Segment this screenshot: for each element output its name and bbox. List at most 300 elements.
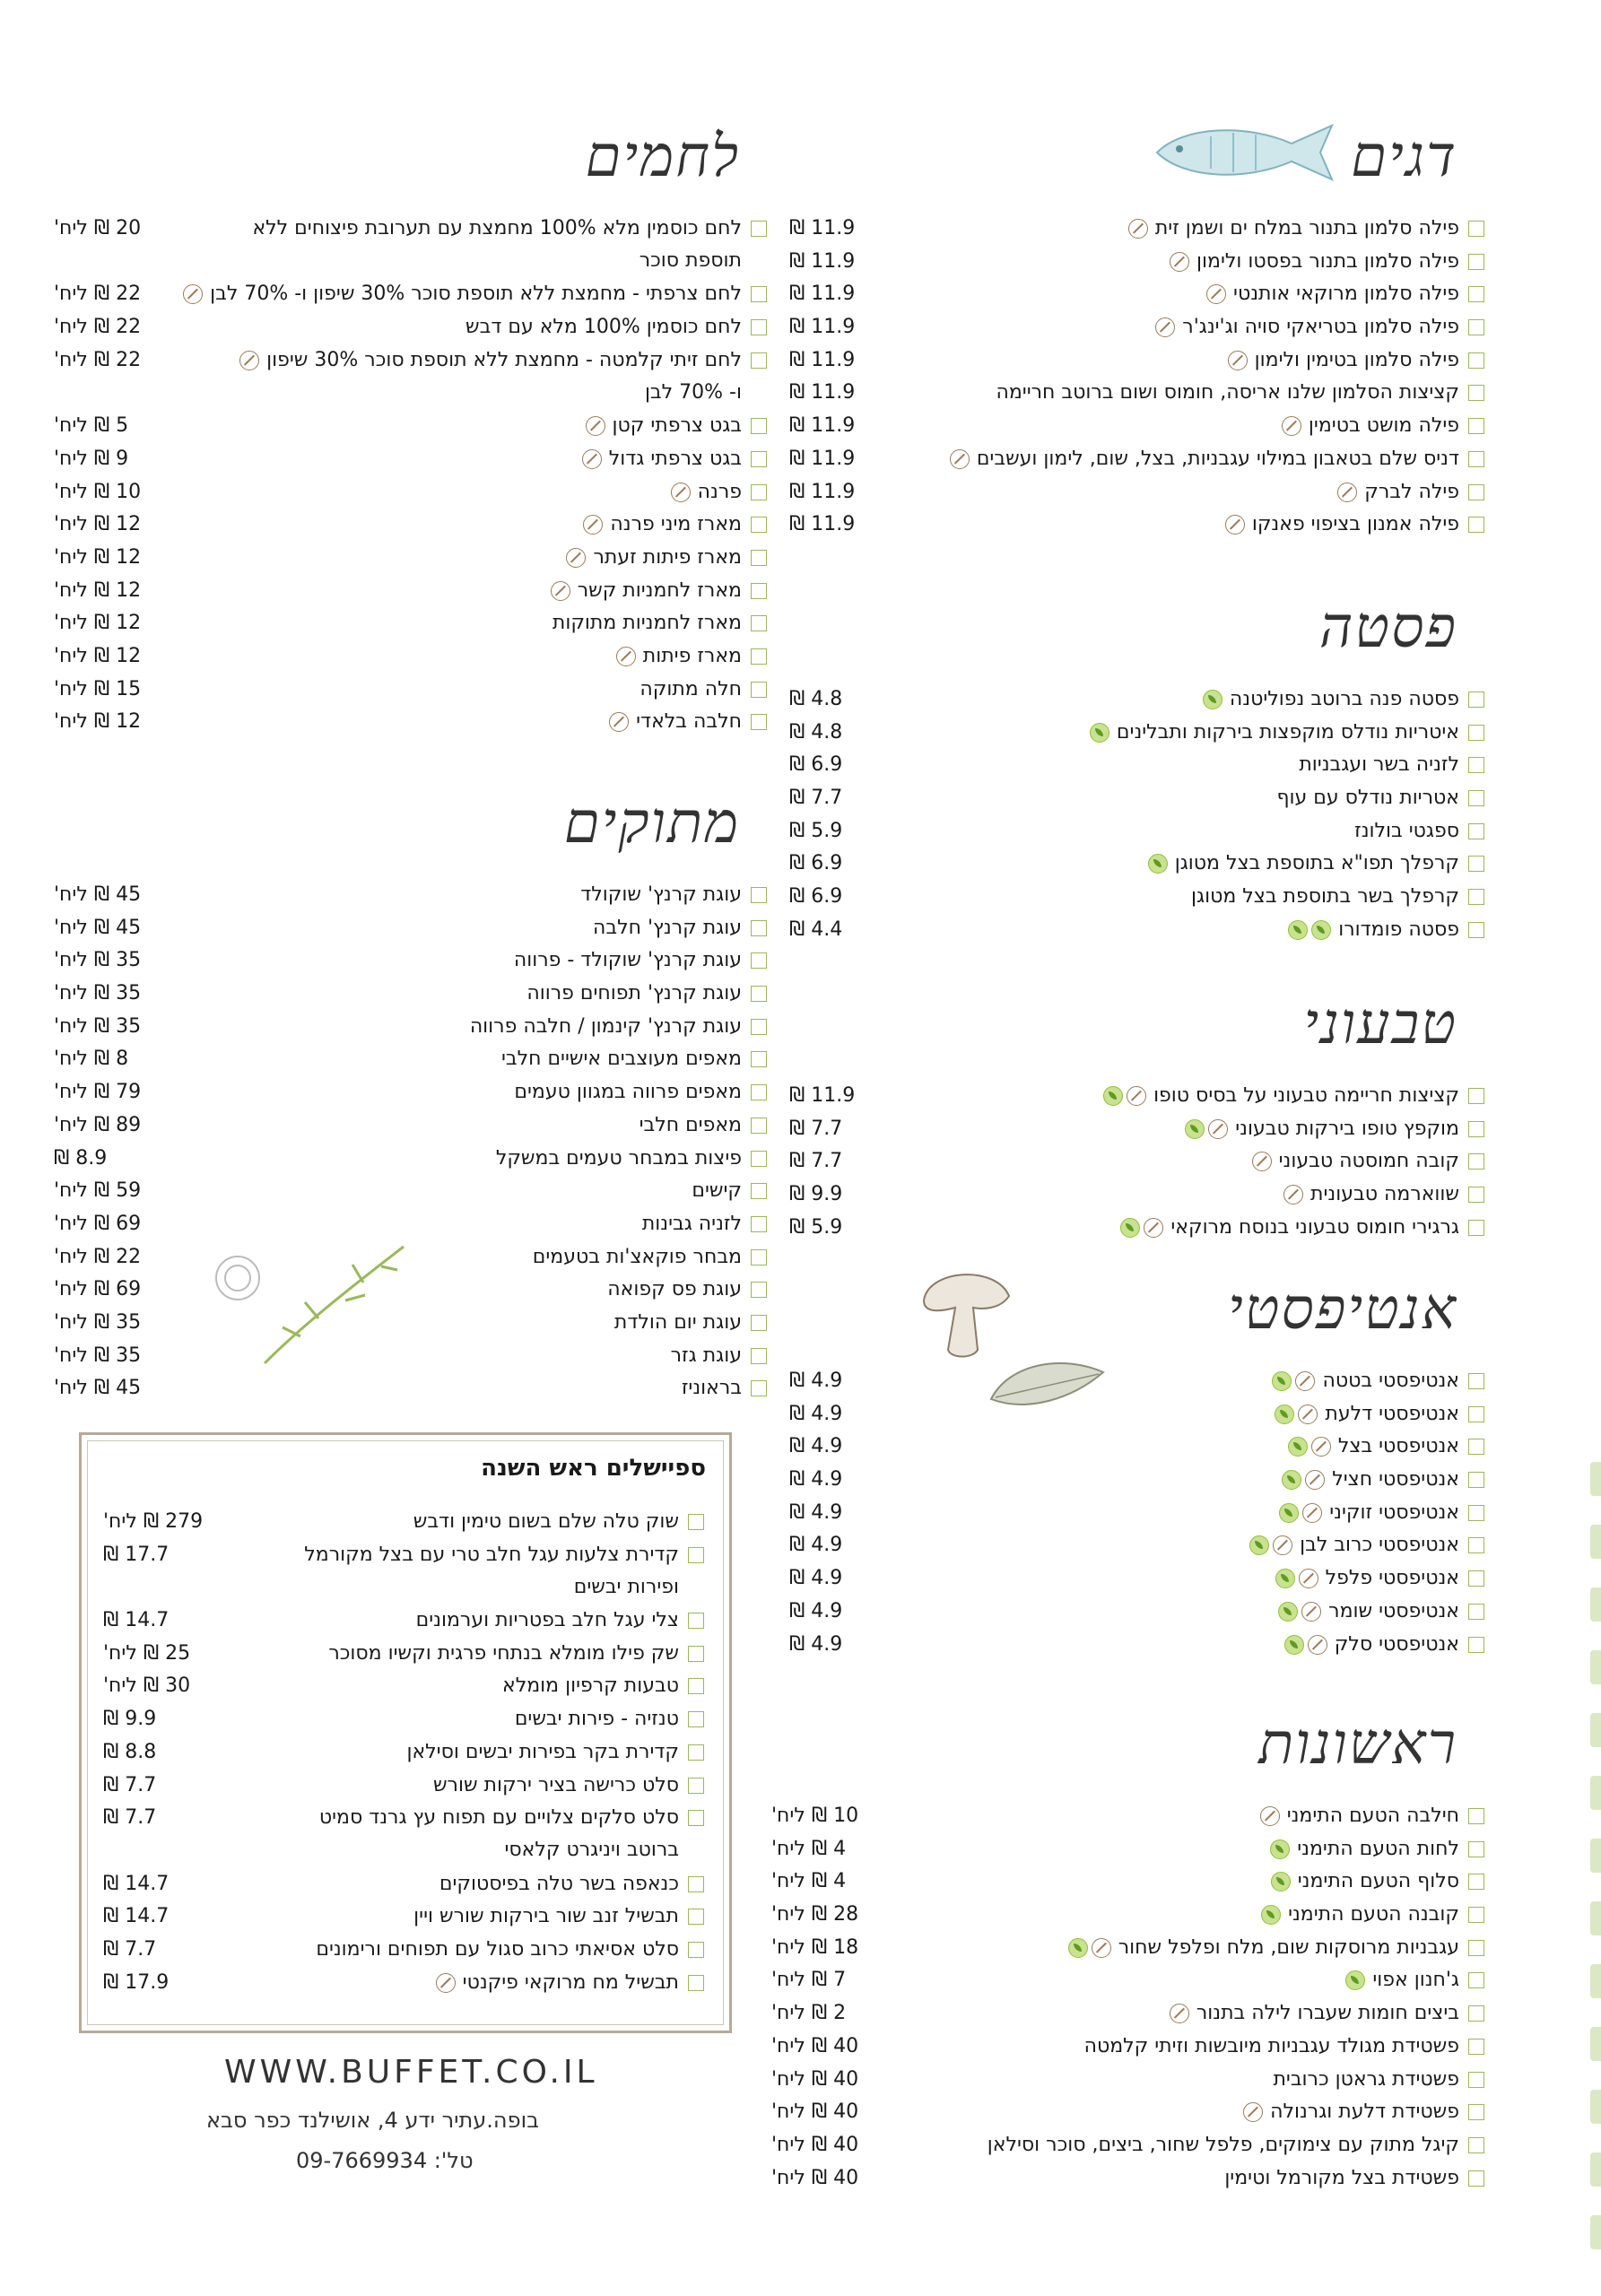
- menu-item-price: 4 ₪ ליח': [771, 1870, 847, 1893]
- vegan-icon: [1148, 854, 1168, 874]
- menu-item-name: פילה סלמון בטימין ולימון: [1228, 347, 1459, 374]
- menu-item-price: 40 ₪ ליח': [771, 2067, 859, 2091]
- menu-item-name: אנטיפסטי בטטה: [1272, 1368, 1459, 1395]
- item-checkbox[interactable]: [1468, 1972, 1484, 1988]
- menu-item-name: עוגת יום הולדת: [613, 1310, 742, 1334]
- footer-url[interactable]: WWW.BUFFET.CO.IL: [224, 2054, 598, 2091]
- item-checkbox[interactable]: [1468, 484, 1484, 500]
- item-checkbox[interactable]: [688, 1646, 704, 1662]
- menu-item-price: 8 ₪ ליח': [54, 1048, 129, 1071]
- menu-item: [157, 511, 767, 544]
- menu-item-name: אנטיפסטי דלעת: [1275, 1401, 1459, 1428]
- menu-item-name-cont: ופירות יבשים: [573, 1575, 679, 1598]
- menu-item-name: קרפלך בשר בתוספת בצל מטוגן: [1191, 885, 1459, 909]
- item-checkbox[interactable]: [1468, 2039, 1484, 2055]
- item-checkbox[interactable]: [688, 1514, 704, 1530]
- menu-item-name: שק פילו מומלא בנתחי פרגית וקשיו מסוכר: [328, 1641, 679, 1665]
- item-checkbox[interactable]: [1468, 1637, 1484, 1653]
- item-checkbox[interactable]: [751, 451, 767, 467]
- menu-item-price: 4.9 ₪: [789, 1402, 843, 1425]
- menu-item-price: 40 ₪ ליח': [771, 2133, 859, 2156]
- section-title-vegan: טבעוני: [1303, 991, 1457, 1057]
- menu-item-price: 7.7 ₪: [789, 1150, 843, 1173]
- menu-item-name: מאפים מעוצבים אישיים חלבי: [500, 1048, 742, 1071]
- menu-item: [874, 1148, 1484, 1181]
- gluten-free-icon: [436, 1973, 456, 1993]
- menu-item: [202, 1607, 704, 1640]
- item-checkbox[interactable]: [1468, 1604, 1484, 1620]
- item-checkbox[interactable]: [751, 319, 767, 335]
- item-checkbox[interactable]: [1468, 286, 1484, 302]
- menu-item: [157, 413, 767, 446]
- item-checkbox[interactable]: [751, 550, 767, 566]
- menu-item-name: פילה סלמון בטריאקי סויה וג'ינג'ר: [1155, 314, 1459, 341]
- vegan-icon: [1275, 1569, 1295, 1588]
- price-column-vegan: [789, 1083, 866, 1247]
- menu-item-price: 11.9 ₪: [789, 381, 856, 404]
- menu-item: [874, 248, 1484, 282]
- menu-item-price: 40 ₪ ליח': [771, 2034, 859, 2057]
- menu-item-price: 4.9 ₪: [789, 1534, 843, 1557]
- menu-item-name: פשטידת דלעת וגרנולה: [1243, 2099, 1459, 2126]
- menu-item: [874, 413, 1484, 446]
- menu-item-price: 25 ₪ ליח': [103, 1641, 191, 1665]
- menu-item: [874, 1116, 1484, 1149]
- item-checkbox[interactable]: [1468, 922, 1484, 938]
- menu-item: [157, 643, 767, 676]
- gluten-free-icon: [1305, 1470, 1325, 1490]
- menu-item: [157, 281, 767, 314]
- section-title-breads: לחמים: [585, 124, 740, 190]
- menu-item-price: 11.9 ₪: [789, 348, 856, 371]
- gluten-free-icon: [609, 712, 629, 732]
- gluten-free-icon: [1337, 483, 1357, 502]
- menu-item-name: אנטיפסטי זוקיני: [1279, 1500, 1459, 1526]
- menu-item-price: 4.9 ₪: [789, 1435, 843, 1458]
- menu-item-name: קדירת צלעות עגל חלב טרי עם בצל מקורמל ופירות יבשים: [304, 1542, 679, 1601]
- menu-item-price: 4.9 ₪: [789, 1599, 843, 1622]
- menu-item: [874, 215, 1484, 248]
- item-checkbox[interactable]: [1468, 1220, 1484, 1236]
- vegan-icon: [1270, 1839, 1290, 1859]
- item-checkbox[interactable]: [751, 221, 767, 237]
- item-checkbox[interactable]: [751, 1348, 767, 1364]
- menu-item-name: מארז מיני פרנה: [583, 511, 742, 538]
- menu-item: [874, 314, 1484, 347]
- item-checkbox[interactable]: [1468, 1439, 1484, 1455]
- menu-item-price: 15 ₪ ליח': [54, 677, 142, 700]
- menu-item-price: 4.8 ₪: [789, 720, 843, 744]
- item-checkbox[interactable]: [751, 648, 767, 665]
- menu-item-name: לחות הטעם התימני: [1270, 1836, 1459, 1863]
- menu-item-name: לחם כוסמין מלא 100% מחמצת עם תערובת פיצוחים ללא תוספת סוכר: [252, 215, 742, 274]
- edge-mark: [1590, 1650, 1601, 1684]
- menu-item-name: פילה לברק: [1337, 479, 1459, 506]
- vegan-icon: [1282, 1470, 1301, 1490]
- item-checkbox[interactable]: [1468, 1940, 1484, 1956]
- menu-item: [785, 2132, 1484, 2165]
- item-checkbox[interactable]: [1468, 1808, 1484, 1824]
- item-checkbox[interactable]: [751, 352, 767, 369]
- menu-item-price: 22 ₪ ליח': [54, 1245, 142, 1268]
- item-checkbox[interactable]: [688, 1547, 704, 1563]
- item-checkbox[interactable]: [751, 1118, 767, 1134]
- price-column-fish: [789, 215, 866, 544]
- item-checkbox[interactable]: [751, 1151, 767, 1167]
- item-checkbox[interactable]: [1468, 451, 1484, 467]
- item-checkbox[interactable]: [751, 1282, 767, 1298]
- vegan-icon: [1311, 920, 1331, 940]
- item-checkbox[interactable]: [751, 583, 767, 599]
- edge-mark: [1590, 1964, 1601, 1998]
- menu-item-price: 35 ₪ ליח': [54, 1344, 142, 1367]
- menu-item-price: 40 ₪ ליח': [771, 2166, 859, 2189]
- menu-item-name: ג'חנון אפוי: [1345, 1967, 1459, 1994]
- item-checkbox[interactable]: [1468, 1907, 1484, 1923]
- vegan-icon: [1345, 1970, 1365, 1990]
- menu-item: [157, 1276, 767, 1309]
- item-checkbox[interactable]: [1468, 385, 1484, 401]
- gluten-free-icon: [1144, 1218, 1163, 1238]
- item-checkbox[interactable]: [751, 920, 767, 936]
- menu-item-price: 59 ₪ ליח': [54, 1179, 142, 1203]
- menu-item: [157, 314, 767, 347]
- menu-item: [157, 1309, 767, 1343]
- item-checkbox[interactable]: [1468, 418, 1484, 434]
- item-checkbox[interactable]: [751, 1084, 767, 1100]
- menu-item: [157, 610, 767, 643]
- menu-item-name: מאפים פרווה במגוון טעמים: [514, 1081, 742, 1104]
- item-checkbox[interactable]: [1468, 254, 1484, 270]
- item-checkbox[interactable]: [751, 517, 767, 533]
- menu-item: [785, 1803, 1484, 1836]
- item-checkbox[interactable]: [688, 1744, 704, 1761]
- item-checkbox[interactable]: [1468, 823, 1484, 839]
- item-checkbox[interactable]: [1468, 2072, 1484, 2088]
- menu-item-price: 14.7 ₪: [103, 1905, 170, 1928]
- vegan-icon: [1271, 1872, 1291, 1892]
- item-checkbox[interactable]: [751, 1019, 767, 1035]
- menu-item: [874, 281, 1484, 314]
- item-checkbox[interactable]: [1468, 1841, 1484, 1857]
- menu-item: [785, 2165, 1484, 2198]
- menu-item: [874, 883, 1484, 917]
- item-checkbox[interactable]: [688, 1942, 704, 1958]
- menu-item-name: שוק טלה שלם בשום טימין ודבש: [413, 1510, 679, 1533]
- vegan-icon: [1249, 1535, 1269, 1555]
- item-checkbox[interactable]: [688, 1975, 704, 1991]
- item-checkbox[interactable]: [1468, 1537, 1484, 1553]
- menu-item-name: פילה סלמון מרוקאי אותנטי: [1206, 281, 1459, 308]
- menu-item: [157, 1343, 767, 1376]
- menu-item: [202, 1640, 704, 1674]
- menu-item-price: 12 ₪ ליח': [54, 612, 142, 635]
- menu-item-price: 6.9 ₪: [789, 753, 843, 777]
- menu-item-name: קציצות הסלמון שלנו אריסה, חומוס ושום ברוטב חריימה: [996, 381, 1459, 404]
- gluten-free-icon: [1308, 1635, 1327, 1655]
- item-checkbox[interactable]: [688, 1613, 704, 1629]
- menu-item-price: 7 ₪ ליח': [771, 1969, 847, 1992]
- menu-item: [157, 882, 767, 915]
- menu-item-price: 7.7 ₪: [103, 1773, 157, 1796]
- menu-item-name: לחם זיתי קלמטה - מחמצת ללא תוספת סוכר 30% שיפון ו- 70% לבן: [239, 347, 742, 406]
- menu-item: [785, 2099, 1484, 2132]
- menu-item-price: 11.9 ₪: [789, 316, 856, 339]
- menu-item: [157, 1112, 767, 1145]
- item-checkbox[interactable]: [1468, 1088, 1484, 1104]
- vegan-icon: [1103, 1086, 1123, 1106]
- edge-mark: [1590, 2215, 1601, 2249]
- item-checkbox[interactable]: [751, 1249, 767, 1265]
- gluten-free-icon: [1283, 1185, 1303, 1205]
- menu-item-price: 4.9 ₪: [789, 1468, 843, 1492]
- gluten-free-icon: [582, 449, 602, 469]
- menu-item: [202, 1772, 704, 1805]
- menu-item: [874, 1083, 1484, 1116]
- menu-item: [874, 785, 1484, 818]
- menu-item-name: אנטיפסטי חציל: [1282, 1466, 1459, 1493]
- menu-item: [785, 1868, 1484, 1901]
- menu-item-name: בגט צרפתי גדול: [582, 446, 742, 473]
- menu-item-price: 11.9 ₪: [789, 283, 856, 306]
- vegan-icon: [1261, 1905, 1281, 1925]
- menu-item-name: לזניה גבינות: [641, 1212, 742, 1235]
- item-checkbox[interactable]: [1468, 1874, 1484, 1890]
- price-column-pasta: [789, 686, 866, 950]
- menu-item-price: 7.7 ₪: [789, 1117, 843, 1140]
- gluten-free-icon: [1092, 1938, 1111, 1958]
- menu-item: [157, 1046, 767, 1079]
- menu-item: [157, 1013, 767, 1047]
- edge-mark: [1590, 2152, 1601, 2187]
- gluten-free-icon: [1299, 1569, 1318, 1588]
- item-checkbox[interactable]: [1468, 889, 1484, 905]
- item-checkbox[interactable]: [1468, 2005, 1484, 2022]
- menu-item-price: 45 ₪ ליח': [54, 1377, 142, 1400]
- menu-item-name: כנאפה בשר טלה בפיסטוקים: [439, 1872, 679, 1895]
- item-checkbox[interactable]: [1468, 1373, 1484, 1389]
- section-title-starters: ראשונות: [1258, 1711, 1457, 1778]
- menu-item-price: 7.7 ₪: [103, 1937, 157, 1961]
- menu-item: [202, 1739, 704, 1772]
- item-checkbox[interactable]: [751, 986, 767, 1002]
- gluten-free-icon: [183, 284, 203, 304]
- menu-item: [157, 578, 767, 611]
- gluten-free-icon: [239, 351, 259, 370]
- item-checkbox[interactable]: [1468, 319, 1484, 335]
- item-checkbox[interactable]: [1468, 1187, 1484, 1203]
- menu-item-price: 69 ₪ ליח': [54, 1278, 142, 1301]
- menu-item-price: 8.8 ₪: [103, 1740, 157, 1763]
- menu-item-name: אטריות נודלס עם עוף: [1276, 787, 1459, 810]
- menu-item-price: 35 ₪ ליח': [54, 1310, 142, 1334]
- menu-item-name-cont: ברוטב ויניגרט קלאסי: [504, 1839, 679, 1862]
- item-checkbox[interactable]: [688, 1909, 704, 1925]
- gluten-free-icon: [1282, 416, 1301, 436]
- gluten-free-icon: [1260, 1806, 1280, 1826]
- menu-item: [202, 1936, 704, 1970]
- menu-item: [874, 347, 1484, 380]
- item-checkbox[interactable]: [1468, 517, 1484, 533]
- item-checkbox[interactable]: [751, 714, 767, 730]
- edge-mark: [1590, 1713, 1601, 1747]
- menu-item: [785, 1935, 1484, 1968]
- menu-item-name: פילה מושט בטימין: [1282, 413, 1459, 439]
- item-checkbox[interactable]: [751, 887, 767, 903]
- vegan-icon: [1185, 1119, 1205, 1139]
- item-checkbox[interactable]: [751, 1216, 767, 1232]
- item-checkbox[interactable]: [688, 1778, 704, 1794]
- menu-item: [157, 479, 767, 512]
- item-checkbox[interactable]: [751, 418, 767, 434]
- menu-item-name: קובנה הטעם התימני: [1261, 1901, 1459, 1928]
- menu-item-price: 8.9 ₪: [54, 1146, 108, 1170]
- menu-item: [157, 544, 767, 578]
- menu-item-name: גרגירי חומוס טבעוני בנוסח מרוקאי: [1120, 1214, 1459, 1241]
- menu-item-price: 7.7 ₪: [103, 1806, 157, 1830]
- menu-item: [202, 1706, 704, 1739]
- menu-item-price: 11.9 ₪: [789, 1084, 856, 1107]
- section-title-fish: דגים: [1351, 124, 1457, 190]
- menu-item-name: מארז פיתות: [616, 643, 742, 670]
- item-checkbox[interactable]: [751, 682, 767, 698]
- item-checkbox[interactable]: [1468, 725, 1484, 741]
- item-checkbox[interactable]: [688, 1876, 704, 1892]
- menu-item-name: טבעות קרפיון מומלא: [502, 1674, 679, 1698]
- menu-item-price: 22 ₪ ליח': [54, 316, 142, 339]
- menu-item-name: סלט אסיאתי כרוב סגול עם תפוחים ורימונים: [316, 1937, 679, 1961]
- item-checkbox[interactable]: [751, 484, 767, 500]
- menu-item: [785, 2066, 1484, 2100]
- item-checkbox[interactable]: [751, 1183, 767, 1199]
- menu-item-price: 30 ₪ ליח': [103, 1674, 191, 1698]
- item-checkbox[interactable]: [1468, 757, 1484, 773]
- vegan-icon: [1288, 1437, 1308, 1457]
- menu-item-price: 9 ₪ ליח': [54, 447, 129, 470]
- gluten-free-icon: [1128, 219, 1148, 239]
- menu-item: [202, 1805, 704, 1870]
- item-checkbox[interactable]: [1468, 790, 1484, 806]
- item-checkbox[interactable]: [1468, 1121, 1484, 1137]
- item-checkbox[interactable]: [688, 1810, 704, 1826]
- item-checkbox[interactable]: [751, 1380, 767, 1396]
- item-checkbox[interactable]: [1468, 2104, 1484, 2120]
- menu-item: [157, 1145, 767, 1178]
- item-checkbox[interactable]: [751, 1315, 767, 1331]
- gluten-free-icon: [1302, 1503, 1322, 1523]
- menu-item: [874, 1214, 1484, 1248]
- item-checkbox[interactable]: [1468, 1472, 1484, 1488]
- menu-item: [874, 917, 1484, 950]
- menu-item: [874, 850, 1484, 883]
- gluten-free-icon: [1243, 2102, 1263, 2122]
- menu-item-price: 45 ₪ ליח': [54, 883, 142, 906]
- menu-item: [157, 1375, 767, 1408]
- menu-item: [157, 947, 767, 980]
- gluten-free-icon: [1273, 1535, 1292, 1555]
- menu-item-name: לחם כוסמין 100% מלא עם דבש: [466, 316, 742, 339]
- menu-item-name: קובה חמוסטה טבעוני: [1252, 1148, 1459, 1175]
- menu-item-name: אנטיפסטי פלפל: [1275, 1565, 1459, 1592]
- item-checkbox[interactable]: [688, 1711, 704, 1727]
- menu-item-name: אנטיפסטי כרוב לבן: [1249, 1532, 1459, 1559]
- menu-item-name: מבחר פוקאצ'ות בטעמים: [532, 1245, 742, 1268]
- gluten-free-icon: [616, 647, 636, 666]
- menu-item-name: קדירת בקר בפירות יבשים וסילאן: [406, 1740, 679, 1763]
- menu-item-price: 40 ₪ ליח': [771, 2100, 859, 2124]
- menu-item-name: פיצות במבחר טעמים במשקל: [495, 1146, 742, 1170]
- vegan-icon: [1284, 1635, 1304, 1655]
- item-checkbox[interactable]: [1468, 2170, 1484, 2187]
- gluten-free-icon: [1295, 1371, 1315, 1391]
- menu-item-name: פשטידת מגולד עגבניות מיובשות וזיתי קלמטה: [1083, 2034, 1459, 2057]
- item-checkbox[interactable]: [751, 1051, 767, 1067]
- menu-item-price: 4.4 ₪: [789, 918, 843, 941]
- item-checkbox[interactable]: [1468, 1570, 1484, 1587]
- item-checkbox[interactable]: [688, 1678, 704, 1694]
- menu-item-price: 6.9 ₪: [789, 885, 843, 909]
- menu-item-price: 4 ₪ ליח': [771, 1837, 847, 1860]
- menu-item-name: פילה סלמון בתנור בפסטו ולימון: [1170, 248, 1459, 275]
- gluten-free-icon: [583, 515, 603, 535]
- menu-item-name: פילה סלמון בתנור במלח ים ושמן זית: [1128, 215, 1459, 242]
- item-checkbox[interactable]: [751, 952, 767, 969]
- item-checkbox[interactable]: [1468, 1153, 1484, 1170]
- price-column-starters: [771, 1803, 870, 2197]
- item-checkbox[interactable]: [1468, 352, 1484, 369]
- section-title-antipasti: אנטיפסטי: [1227, 1276, 1457, 1343]
- menu-item: [202, 1903, 704, 1936]
- vegan-icon: [1288, 920, 1308, 940]
- menu-item-name: אנטיפסטי בצל: [1288, 1433, 1459, 1460]
- gluten-free-icon: [1127, 1086, 1146, 1106]
- item-checkbox[interactable]: [751, 615, 767, 631]
- menu-item-name: קיגל מתוק עם צימוקים, פלפל שחור, ביצים, סוכר וסילאן: [987, 2133, 1459, 2156]
- menu-item-price: 4.9 ₪: [789, 1370, 843, 1392]
- gluten-free-icon: [586, 416, 605, 436]
- item-checkbox[interactable]: [1468, 221, 1484, 237]
- item-checkbox[interactable]: [1468, 856, 1484, 872]
- menu-item: [202, 1542, 704, 1607]
- item-checkbox[interactable]: [1468, 1406, 1484, 1422]
- item-checkbox[interactable]: [751, 286, 767, 302]
- menu-item: [157, 1211, 767, 1244]
- item-checkbox[interactable]: [1468, 2137, 1484, 2153]
- item-checkbox[interactable]: [1468, 691, 1484, 708]
- gluten-free-icon: [1155, 317, 1175, 337]
- menu-item: [157, 980, 767, 1013]
- menu-item-name: מאפים חלבי: [639, 1113, 742, 1136]
- footer-phone[interactable]: טל': 09-7669934: [296, 2148, 474, 2173]
- menu-item-name: ביצים חומות שעברו לילה בתנור: [1170, 2000, 1459, 2027]
- vegan-icon: [1203, 690, 1223, 709]
- menu-item-name-cont: ו- 70% לבן: [644, 380, 742, 404]
- item-checkbox[interactable]: [1468, 1505, 1484, 1521]
- menu-item-price: 11.9 ₪: [789, 447, 856, 470]
- menu-item-name: עוגת קרנץ' קינמון / חלבה פרווה: [469, 1014, 742, 1038]
- vegan-icon: [1272, 1371, 1292, 1391]
- menu-item: [874, 1433, 1484, 1466]
- menu-item: [157, 1244, 767, 1277]
- menu-item: [874, 719, 1484, 752]
- menu-item-price: 12 ₪ ליח': [54, 578, 142, 602]
- menu-item-name: עוגת קרנץ' שוקולד - פרווה: [513, 949, 742, 972]
- menu-item-price: 22 ₪ ליח': [54, 283, 142, 306]
- menu-item-name: טנזיה - פירות יבשים: [514, 1708, 679, 1731]
- menu-item-price: 2 ₪ ליח': [771, 2002, 847, 2025]
- menu-item-name: קציצות חריימה טבעוני על בסיס טופו: [1103, 1083, 1459, 1109]
- menu-item-name: סלט כרישה בציר ירקות שורש: [432, 1773, 679, 1796]
